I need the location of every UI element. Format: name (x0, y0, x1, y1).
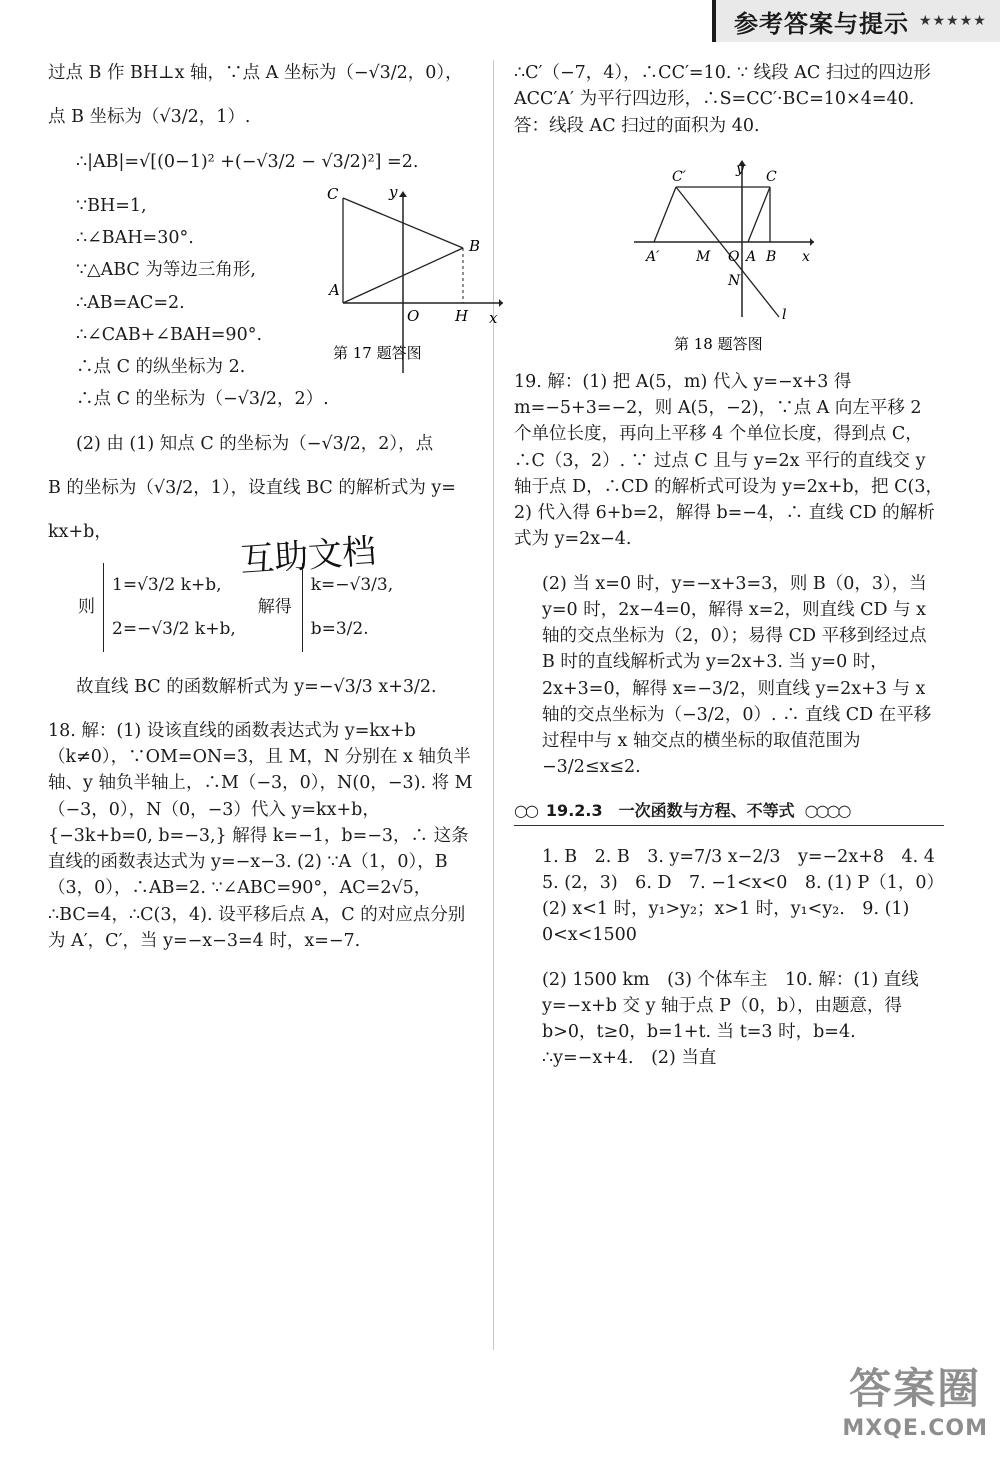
left-line-5: ∴∠CAB+∠BAH=90°. (76, 324, 263, 345)
header-title: 参考答案与提示 (734, 9, 909, 38)
right-para-5: (2) 1500 km (3) 个体车主 10. 解：(1) 直线 y=−x+b 交 y 轴于点 P（0，b），由题意，得 b>0，t≥0，b=1+t. 当 t=3 时，b=4. ∴y=−x+4. (2) 当直 (542, 969, 919, 1069)
fig17-diagram (313, 183, 503, 383)
page-header (712, 0, 1000, 42)
fig17-label-a: A (329, 280, 340, 299)
left-para-6: kx+b， (48, 522, 112, 542)
fig18-label-a-prime: A′ (646, 248, 660, 265)
right-para-4: 1. B 2. B 3. y=7/3 x−2/3 y=−2x+8 4. 4 5. (2，3) 6. D 7. −1<x<0 8. (1) P（1，0） (2) x<1 时，y₁>y₂；x>1 时，y₁<y₂. 9. (1) 0<x<1500 (542, 846, 953, 946)
section-ornament-right: ○○○○ (804, 800, 849, 820)
left-para-3: ∴|AB|=√[(0−1)² +(−√3/2 − √3/2)²] =2. (76, 151, 419, 172)
fig18-label-m: M (696, 248, 711, 265)
fig17-label-h: H (455, 306, 469, 325)
fig18-caption: 第 18 题答图 (674, 334, 763, 353)
left-line-2: ∴∠BAH=30°. (76, 228, 194, 248)
handwritten-watermark: 互助文档 (239, 531, 378, 581)
left-para-4: (2) 由 (1) 知点 C 的坐标为（−√3/2，2），点 (76, 433, 434, 454)
fig18-label-l: l (782, 306, 787, 323)
left-para-1: 过点 B 作 BH⊥x 轴，∵点 A 坐标为（−√3/2，0）， (48, 63, 463, 83)
system-sol-1: k=−√3/3, (310, 575, 394, 596)
left-para-2: 点 B 坐标为（√3/2，1）. (48, 107, 251, 128)
right-para-1: ∴C′（−7，4），∴CC′=10. ∵ 线段 AC 扫过的四边形 ACC′A′ 为平行四边形，∴S=CC′·BC=10×4=40. 答：线段 AC 扫过的面积为 40. (514, 63, 931, 136)
fig17-label-y: y (389, 182, 398, 201)
fig17-label-b: B (469, 236, 481, 255)
fig17-caption: 第 17 题答图 (333, 343, 422, 362)
left-line-7: ∴点 C 的坐标为（−√3/2，2）. (76, 389, 329, 410)
system-then-label: 则 (78, 596, 95, 617)
site-watermark (842, 1356, 988, 1441)
system-left-brace (103, 563, 236, 651)
watermark-url: MXQE.COM (842, 1416, 988, 1441)
fig18-label-c: C (766, 168, 777, 185)
fig18-label-a: A (746, 248, 757, 265)
watermark-cn: 答案圈 (849, 1364, 982, 1413)
section-ornament-left: ○○ (514, 800, 536, 820)
system-solve-label: 解得 (257, 596, 292, 617)
left-line-1: ∵BH=1, (76, 195, 147, 216)
left-para-5: B 的坐标为（√3/2，1），设直线 BC 的解析式为 y= (48, 477, 456, 498)
fig18-diagram (514, 157, 944, 357)
left-column (48, 60, 498, 972)
fig17-block (48, 182, 498, 413)
system-eq-2: 2=−√3/2 k+b, (112, 619, 236, 640)
fig17-label-x: x (489, 308, 498, 327)
fig17-label-c: C (327, 184, 339, 203)
right-para-3: (2) 当 x=0 时，y=−x+3=3，则 B（0，3），当 y=0 时，2x−4=0，解得 x=2，则直线 CD 与 x 轴的交点坐标为（2，0）；易得 CD 平移到经过点 B 时的直线解析式为 y=2x+3. 当 y=0 时，2x+3=0，解得 x=−3/2，则直线 y=2x+3 与 x 轴的交点坐标为（−3/2，0）. ∴ 直线 CD 在平移过程中与 x 轴交点的横坐标的取值范围为 −3/2≤x≤2. (542, 573, 932, 778)
right-column (514, 60, 953, 1090)
section-title: 19.2.3 一次函数与方程、不等式 (545, 800, 795, 820)
left-line-6: ∴点 C 的纵坐标为 2. (76, 357, 246, 377)
fig17-label-o: O (407, 306, 420, 325)
system-eq-1: 1=√3/2 k+b, (112, 575, 222, 596)
fig18-label-x: x (802, 248, 810, 265)
fig18-label-b: B (766, 248, 777, 265)
left-para-8: 18. 解：(1) 设该直线的函数表达式为 y=kx+b（k≠0），∵OM=ON=3，且 M，N 分别在 x 轴负半轴、y 轴负半轴上，∴M（−3，0），N(0，−3). 将 M（−3，0），N（0，−3）代入 y=kx+b，{−3k+b=0, b=−3,} 解得 k=−1，b=−3，∴ 这条直线的函数表达式为 y=−x−3. (2) ∵A（1，0），B（3，0），∴AB=2. ∵∠ABC=90°，AC=2√5，∴BC=4，∴C(3，4). 设平移后点 A，C 的对应点分别为 A′，C′，当 y=−x−3=4 时，x=−7. (48, 720, 473, 951)
right-para-2: 19. 解：(1) 把 A(5，m) 代入 y=−x+3 得 m=−5+3=−2，则 A(5，−2)，∵点 A 向左平移 2 个单位长度，再向上平移 4 个单位长度，得到点 C，∴C（3，2）. ∵ 过点 C 且与 y=2x 平行的直线交 y 轴于点 D，∴CD 的解析式可设为 y=2x+b，把 C(3，2) 代入得 6+b=2，解得 b=−4，∴ 直线 CD 的解析式为 y=2x−4. (514, 371, 943, 550)
left-para-7: 故直线 BC 的函数解析式为 y=−√3/3 x+3/2. (76, 676, 437, 697)
header-stars: ★★★★★ (919, 13, 987, 29)
left-line-4: ∴AB=AC=2. (76, 292, 185, 313)
section-heading (514, 799, 944, 826)
fig18-label-y: y (736, 160, 744, 177)
fig18-label-n: N (728, 272, 741, 289)
left-line-3: ∵△ABC 为等边三角形, (76, 260, 256, 281)
system-sol-2: b=3/2. (310, 619, 369, 640)
fig18-label-o: O (728, 248, 740, 265)
fig18-label-c-prime: C′ (672, 168, 686, 185)
